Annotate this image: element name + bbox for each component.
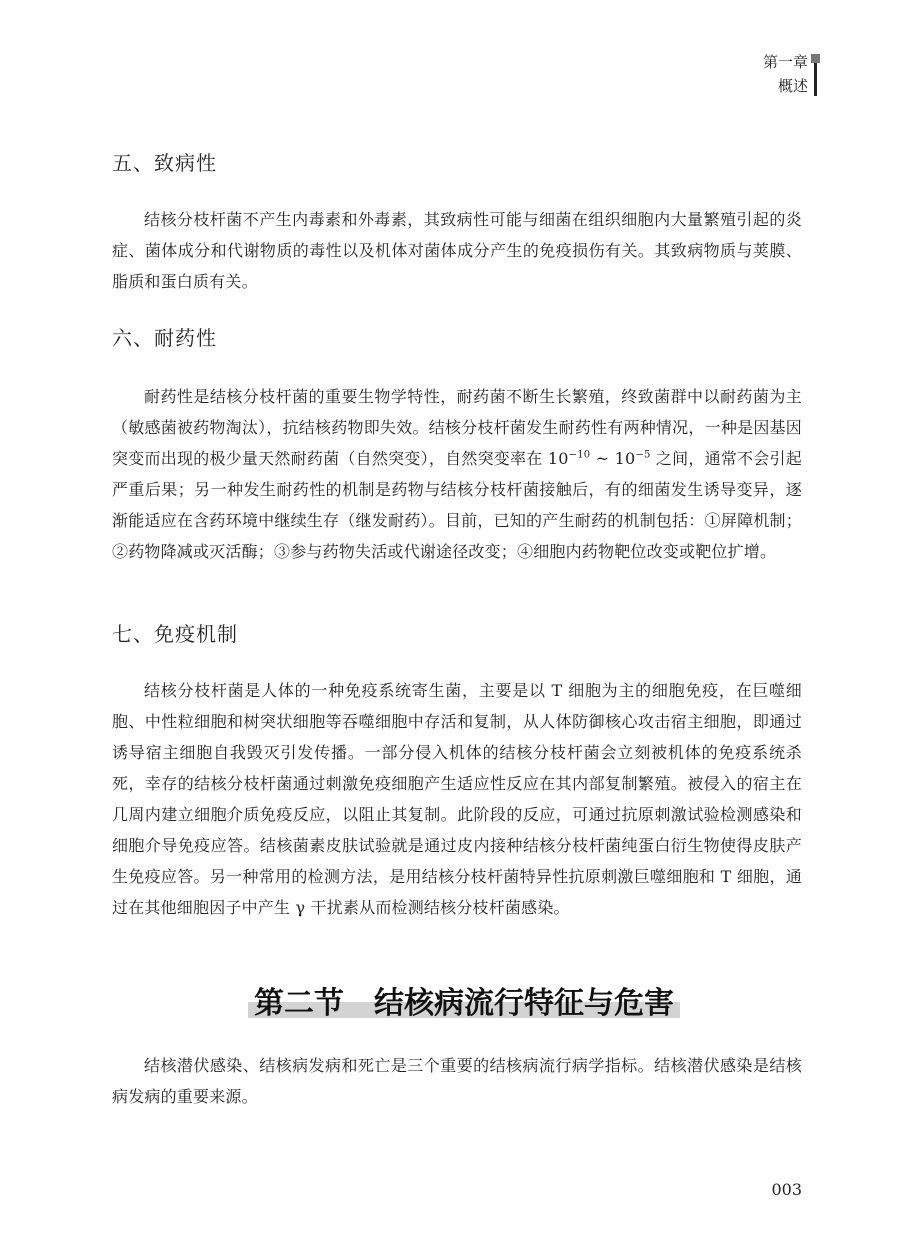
paragraph: 结核分枝杆菌是人体的一种免疫系统寄生菌，主要是以 T 细胞为主的细胞免疫，在巨噬细胞、中性粒细胞和树突状细胞等吞噬细胞中存活和复制，从人体防御核心攻击宿主细胞，即通过诱导宿主细胞自我毁灭引发传播。一部分侵入机体的结核分枝杆菌会立刻被机体的免疫系统杀死，幸存的结核分枝杆菌通过刺激免疫细胞产生适应性反应在其内部复制繁殖。被侵入的宿主在几周内建立细胞介质免疫反应，以阻止其复制。此阶段的反应，可通过抗原刺激试验检测感染和细胞介导免疫应答。结核菌素皮肤试验就是通过皮内接种结核分枝杆菌纯蛋白衍生物使得皮肤产生免疫应答。另一种常用的检测方法，是用结核分枝杆菌特异性抗原刺激巨噬细胞和 T 细胞，通过在其他细胞因子中产生 γ 干扰素从而检测结核分枝杆菌感染。 <box>112 681 802 917</box>
section-immune-mechanism <box>112 618 802 923</box>
text-run: ~ 10 <box>590 449 636 468</box>
paragraph <box>112 381 802 567</box>
paragraph: 结核潜伏感染、结核病发病和死亡是三个重要的结核病流行病学指标。结核潜伏感染是结核病发病的重要来源。 <box>112 1056 802 1106</box>
section-epidemiology-intro <box>112 1050 802 1112</box>
chapter-subtitle: 概述 <box>777 77 808 95</box>
section-pathogenicity <box>112 147 802 297</box>
chapter-label: 第一章 <box>762 53 808 71</box>
text-run: 之间，通常不会引起严重后果；另一种发生耐药性的机制是药物与结核分枝杆菌接触后，有的细菌发生诱导变异，逐渐能适应在含药环境中继续生存（继发耐药）。目前，已知的产生耐药的机制包括：①屏障机制；②药物降减或灭活酶；③参与药物失活或代谢途径改变；④细胞内药物靶位改变或靶位扩增。 <box>112 449 802 561</box>
exponent: −5 <box>635 449 651 461</box>
text-run: 耐药性是结核分枝杆菌的重要生物学特性，耐药菌不断生长繁殖，终致菌群中以耐药菌为主（敏感菌被药物淘汰），抗结核药物即失效。结核分枝杆菌发生耐药性有两种情况，一种是因基因突变而出现的极少量天然耐药菌（自然突变），自然突变率在 10 <box>112 387 802 468</box>
paragraph: 结核分枝杆菌不产生内毒素和外毒素，其致病性可能与细菌在组织细胞内大量繁殖引起的炎症、菌体成分和代谢物质的毒性以及机体对菌体成分产生的免疫损伤有关。其致病物质与荚膜、脂质和蛋白质有关。 <box>112 210 802 291</box>
section-title-text: 第二节 结核病流行特征与危害 <box>254 986 674 1021</box>
header-marker <box>811 54 820 63</box>
exponent: −10 <box>568 449 591 461</box>
section-heading: 五、致病性 <box>112 151 217 175</box>
section-heading: 六、耐药性 <box>112 326 217 350</box>
running-header <box>763 50 808 98</box>
chapter-section-title <box>248 982 680 1021</box>
section-drug-resistance <box>112 322 802 567</box>
section-heading: 七、免疫机制 <box>112 622 238 646</box>
page-number: 003 <box>771 1180 802 1199</box>
